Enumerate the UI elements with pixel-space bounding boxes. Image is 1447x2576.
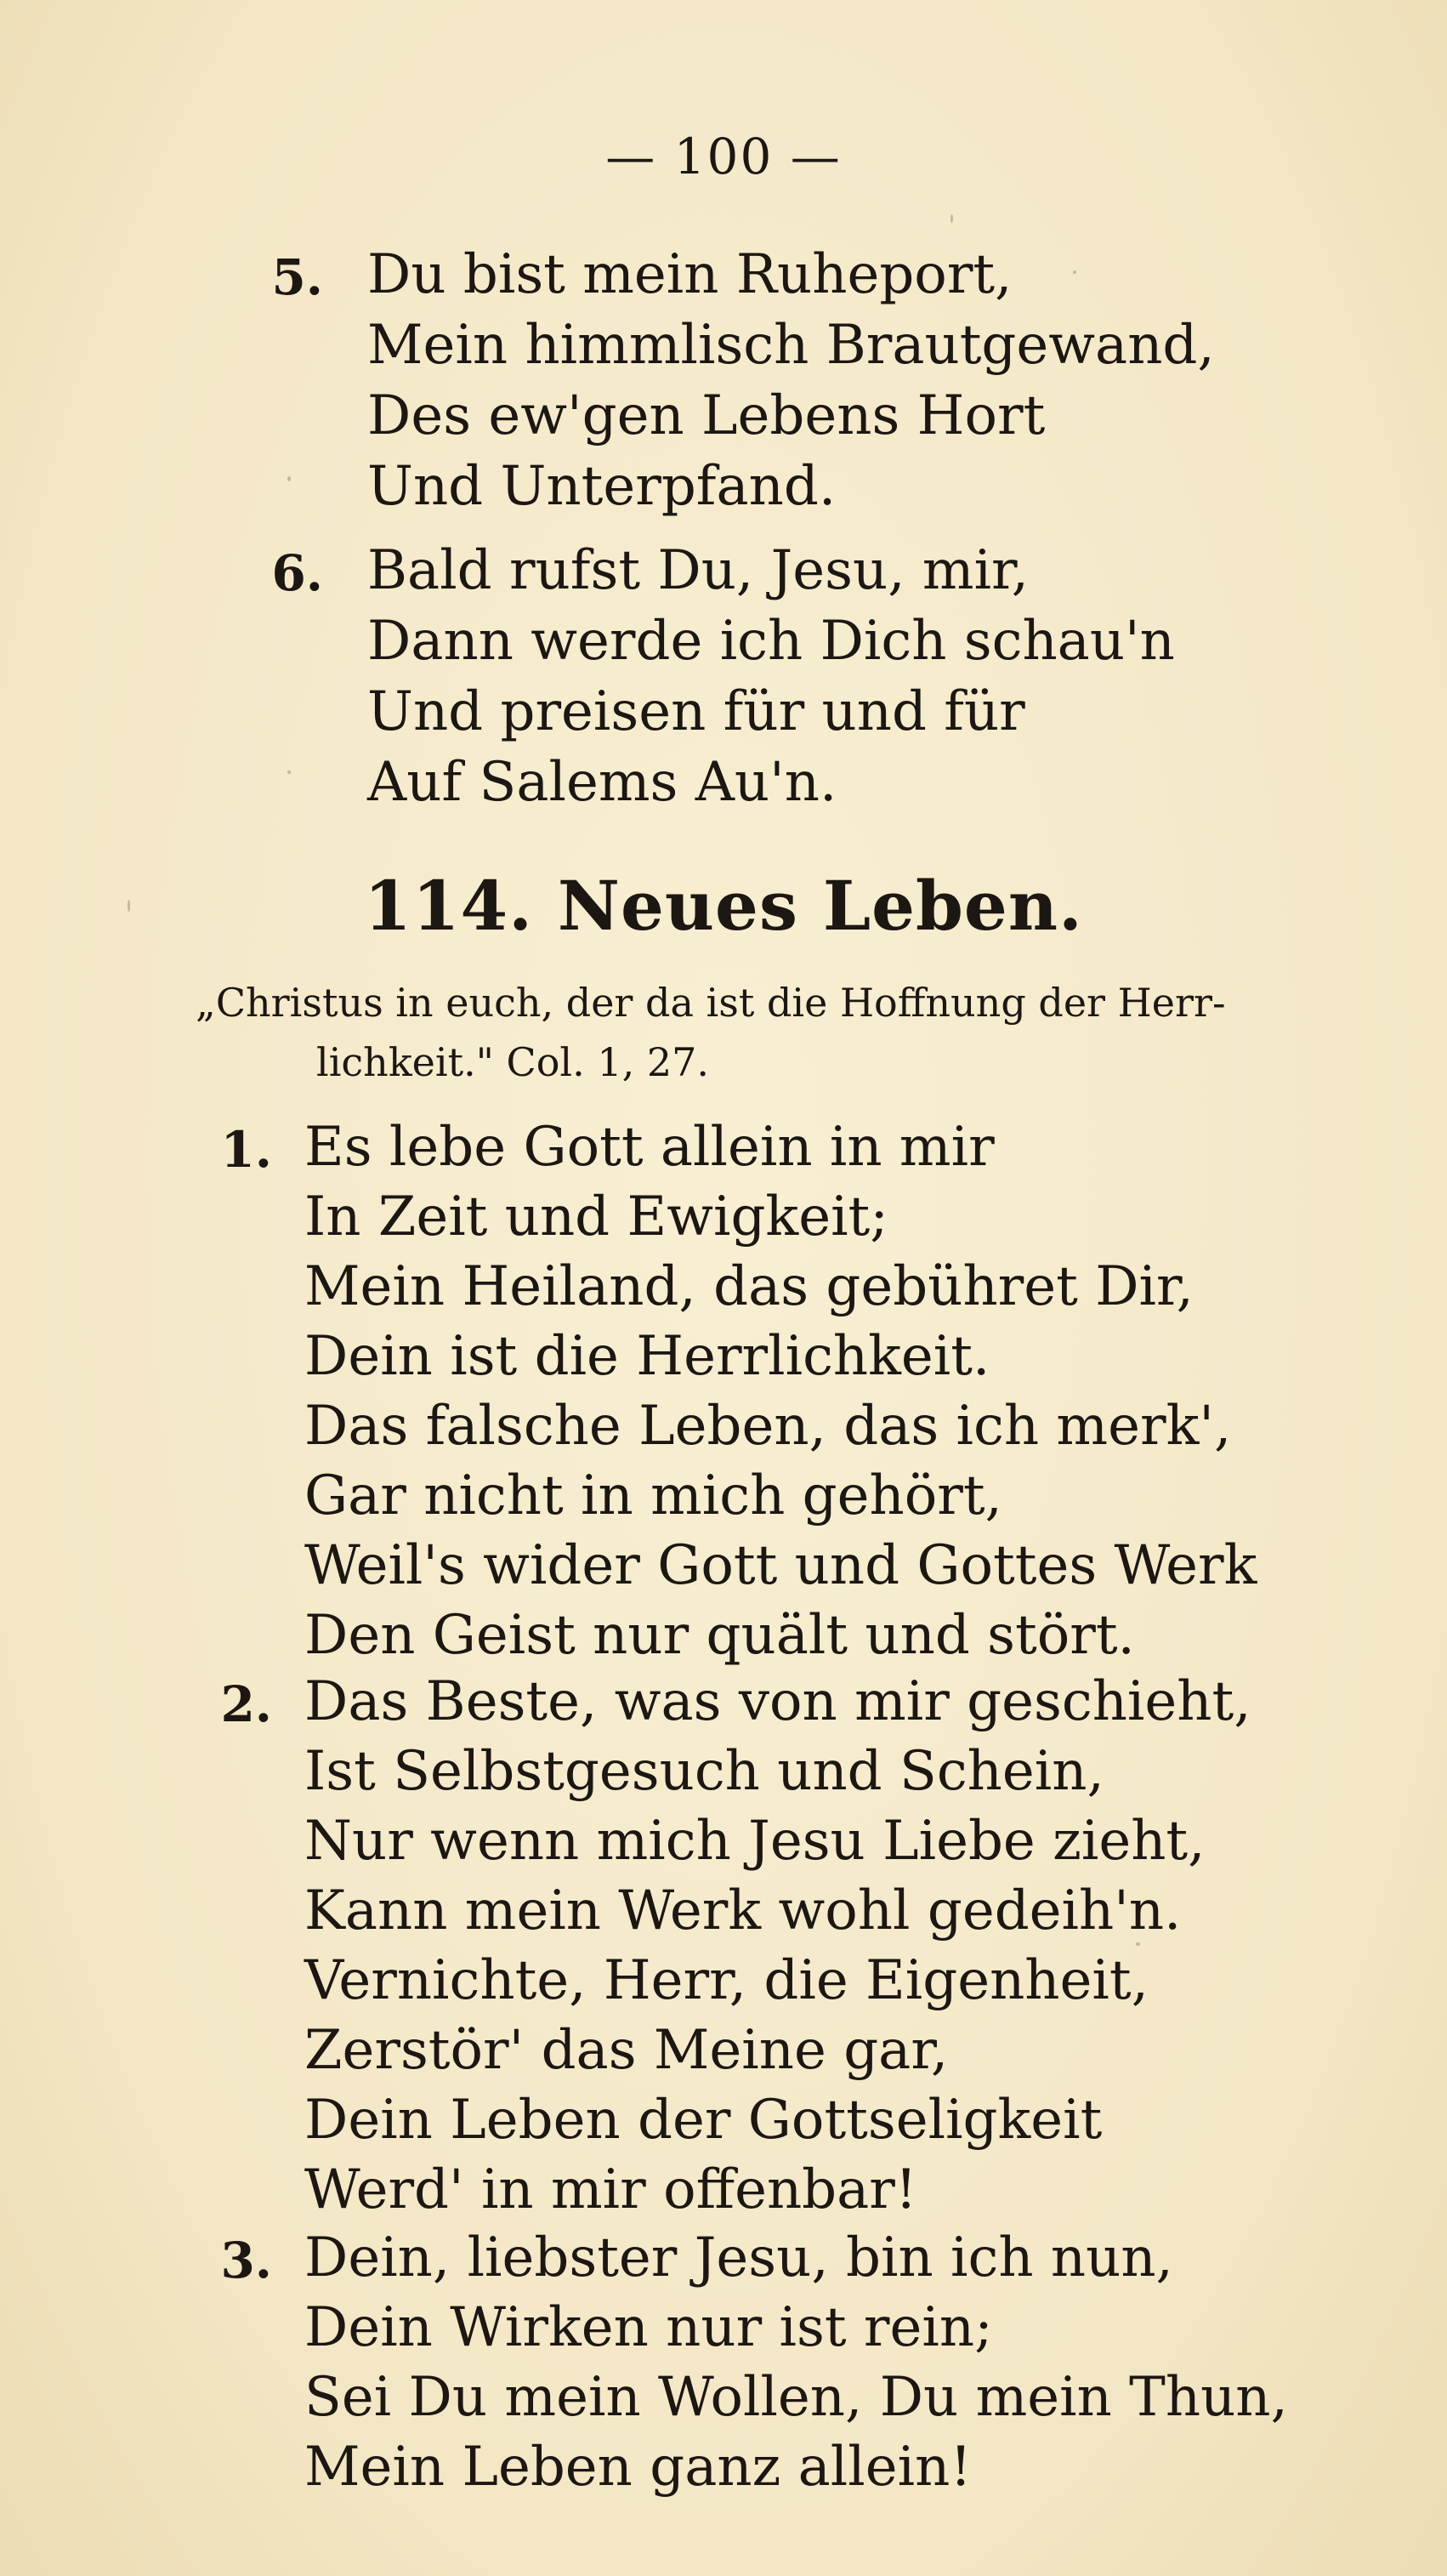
- verse-line: Dein ist die Herrlichkeit.: [304, 1325, 990, 1388]
- verse-line: Dann werde ich Dich schau'n: [367, 610, 1175, 673]
- hymn-motto-line-1: „Christus in euch, der da ist die Hoffnung der Herr-: [196, 980, 1226, 1026]
- verse-line: Des ew'gen Lebens Hort: [367, 384, 1046, 447]
- verse-number: 2.: [220, 1675, 272, 1733]
- verse-line: Nur wenn mich Jesu Liebe zieht,: [304, 1810, 1206, 1873]
- hymn-motto-line-2: lichkeit." Col. 1, 27.: [316, 1039, 710, 1085]
- verse-line: Werd' in mir offenbar!: [304, 2158, 917, 2221]
- verse-line: Zerstör' das Meine gar,: [304, 2019, 949, 2082]
- verse-line: Und Unterpfand.: [367, 455, 837, 518]
- verse-line: Sei Du mein Wollen, Du mein Thun,: [304, 2366, 1288, 2429]
- hymn-title: 114. Neues Leben.: [364, 866, 1083, 946]
- verse-line: Weil's wider Gott und Gottes Werk: [304, 1534, 1257, 1597]
- verse-line: Es lebe Gott allein in mir: [304, 1116, 995, 1179]
- verse-line: Du bist mein Ruheport,: [367, 243, 1013, 306]
- verse-line: Gar nicht in mich gehört,: [304, 1464, 1002, 1527]
- page-number: — 100 —: [605, 128, 842, 185]
- verse-line: Das Beste, was von mir geschieht,: [304, 1670, 1251, 1733]
- verse-line: Bald rufst Du, Jesu, mir,: [367, 539, 1029, 602]
- paper-speck: [1073, 270, 1076, 274]
- verse-line: Das falsche Leben, das ich merk',: [304, 1395, 1232, 1458]
- verse-line: Vernichte, Herr, die Eigenheit,: [304, 1949, 1149, 2012]
- verse-line: Dein Wirken nur ist rein;: [304, 2296, 993, 2359]
- verse-line: Mein himmlisch Brautgewand,: [367, 314, 1215, 377]
- verse-number: 1.: [220, 1121, 272, 1179]
- paper-speck: [1136, 1942, 1140, 1946]
- verse-line: Auf Salems Au'n.: [367, 751, 837, 814]
- verse-number: 3.: [220, 2232, 272, 2289]
- paper-speck: [128, 900, 130, 912]
- verse-line: Mein Leben ganz allein!: [304, 2436, 972, 2499]
- verse-line: Mein Heiland, das gebühret Dir,: [304, 1255, 1194, 1318]
- verse-line: Kann mein Werk wohl gedeih'n.: [304, 1879, 1182, 1942]
- verse-number: 5.: [271, 248, 323, 306]
- verse-line: Dein Leben der Gottseligkeit: [304, 2089, 1103, 2152]
- verse-line: Ist Selbstgesuch und Schein,: [304, 1740, 1104, 1803]
- verse-line: Dein, liebster Jesu, bin ich nun,: [304, 2226, 1173, 2289]
- paper-speck: [287, 476, 291, 481]
- verse-number: 6.: [271, 544, 323, 602]
- verse-line: In Zeit und Ewigkeit;: [304, 1186, 888, 1248]
- paper-speck: [287, 771, 291, 774]
- paper-speck: [950, 214, 953, 223]
- verse-line: Den Geist nur quält und stört.: [304, 1604, 1135, 1667]
- verse-line: Und preisen für und für: [367, 680, 1025, 743]
